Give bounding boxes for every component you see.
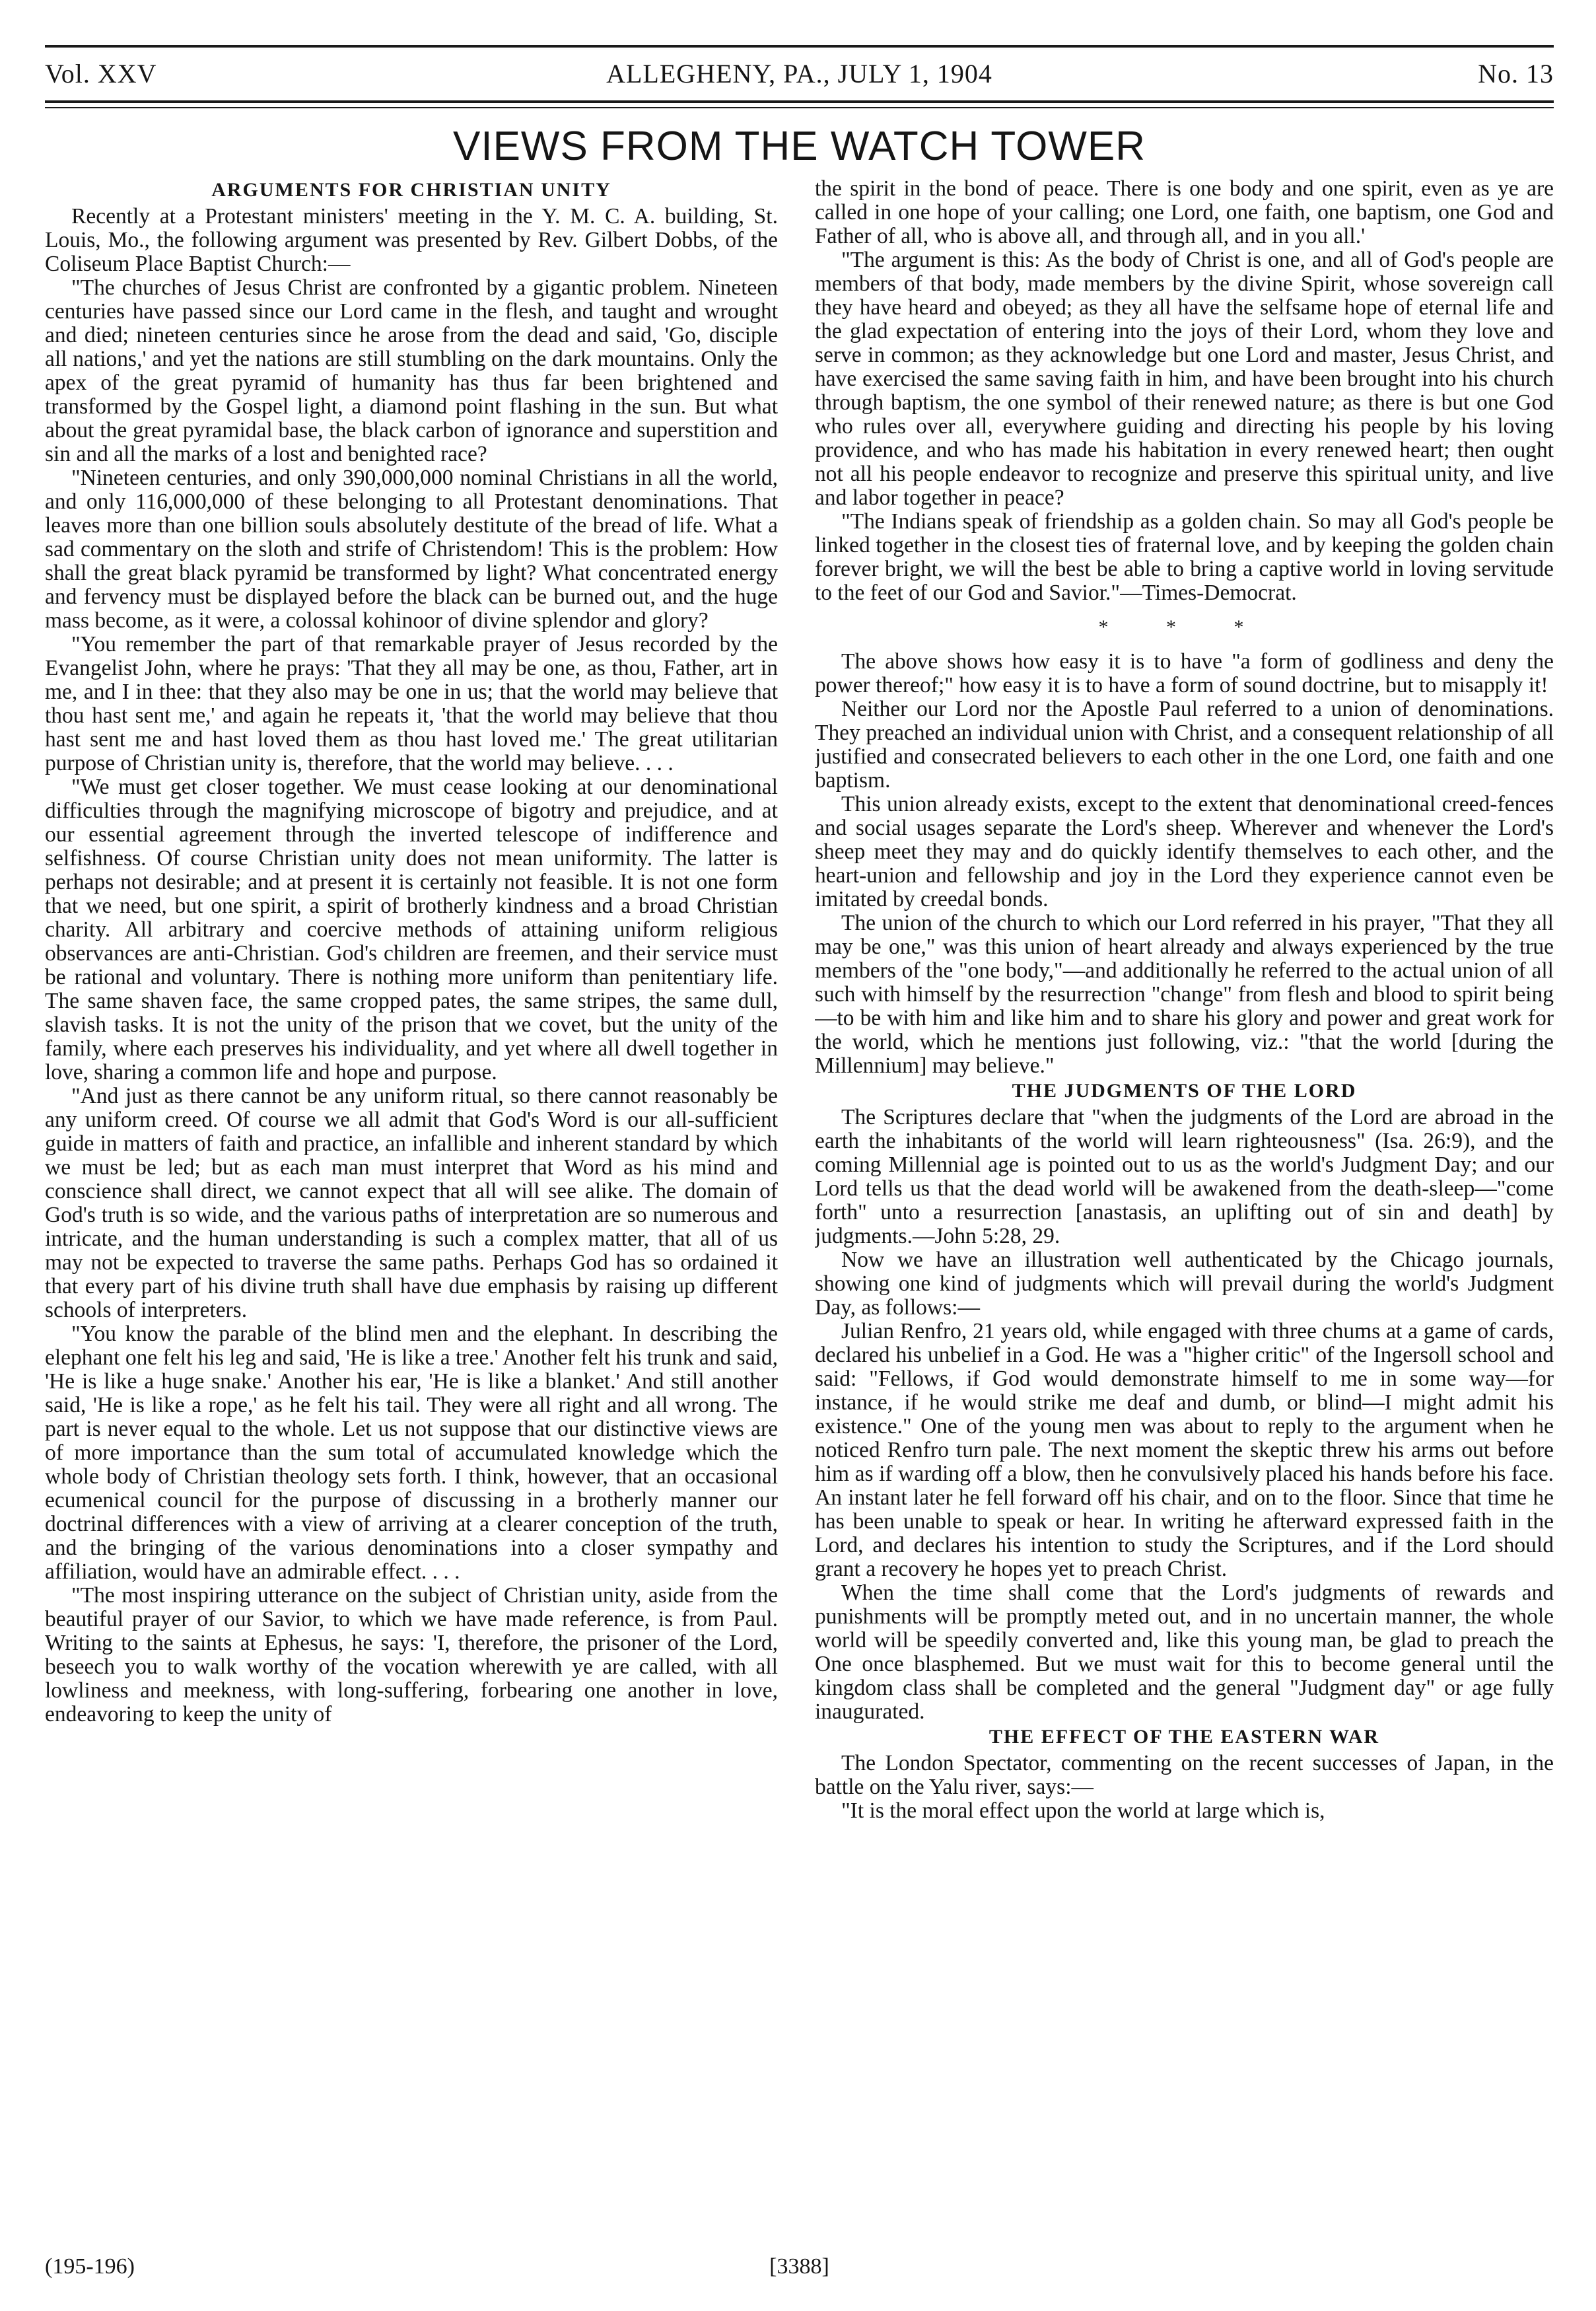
left-column: [45, 177, 778, 2231]
page-title: VIEWS FROM THE WATCH TOWER: [453, 124, 1146, 169]
paragraph: The Scriptures declare that "when the judgments of the Lord are abroad in the earth the inhabitants of the world will learn righteousness" (Isa. 26:9), and the coming Millennial age is pointed out to us as the world's Judgment Day; and our Lord tells us that the dead world will be awakened from the death-sleep—"come forth" unto a resurrection [anastasis, an uplifting out of sin and death] by judgments.—John 5:28, 29.: [815, 1105, 1554, 1248]
masthead-bottom-rule-thin: [45, 107, 1554, 108]
section-heading: THE EFFECT OF THE EASTERN WAR: [989, 1726, 1380, 1748]
paragraph: "We must get closer together. We must cease looking at our denominational difficulties through the magnifying microscope of bigotry and prejudice, and at our essential agreement through the inverted telescope of indifference and selfishness. Of course Christian unity does not mean uniformity. The latter is perhaps not desirable; and at present it is certainly not feasible. It is not one form that we need, but one spirit, a spirit of brotherly kindness and a broad Christian charity. All arbitrary and coercive methods of attaining uniform religious observances are anti-Christian. God's children are freemen, and their service must be rational and voluntary. There is nothing more uniform than penitentiary life. The same shaven face, the same cropped pates, the same stripes, the same dull, slavish tasks. It is not the unity of the prison that we covet, but the unity of the family, where each preserves his individuality, and yet where all dwell together in love, sharing a common life and hope and purpose.: [45, 775, 778, 1084]
page-number: [3388]: [769, 2254, 829, 2279]
section-separator: * * *: [1098, 616, 1270, 638]
paragraph: "The argument is this: As the body of Christ is one, and all of God's people are members of that body, made members by the divine Spirit, whose sovereign call they have heard and obeyed; as they all have the selfsame hope of eternal life and the glad expectation of entering into the joys of their Lord, whom they love and serve in common; as they acknowledge but one Lord and master, Jesus Christ, and have exercised the same saving faith in him, and have been brought into his church through baptism, the one symbol of their renewed nature; as there is but one God who rules over all, everywhere guiding and directing his people by his loving providence, and who has made his habitation in every renewed heart; then ought not all his people endeavor to recognize and preserve this spiritual unity, and live and labor together in peace?: [815, 248, 1554, 510]
paragraph: "Nineteen centuries, and only 390,000,000 nominal Christians in all the world, and only 116,000,000 of these belonging to all Protestant denominations. That leaves more than one billion souls absolutely destitute of the bread of life. What a sad commentary on the sloth and strife of Christendom! This is the problem: How shall the great black pyramid be transformed by light? What concentrated energy and fervency must be displayed before the black can be burned out, and the huge mass become, as it were, a colossal kohinoor of divine splendor and glory?: [45, 466, 778, 633]
paragraph: The above shows how easy it is to have "a form of godliness and deny the power thereof;" how easy it is to have a form of sound doctrine, but to misapply it!: [815, 649, 1554, 697]
paragraph: "It is the moral effect upon the world at large which is,: [841, 1798, 1325, 1823]
section-heading: THE JUDGMENTS OF THE LORD: [1012, 1080, 1357, 1102]
paragraph: The union of the church to which our Lord referred in his prayer, "That they all may be one," was this union of heart already and always experienced by the true members of the "one body,"—and additionally he referred to the actual union of all such with himself by the resurrection "change" from flesh and blood to spirit being—to be with him and like him and to share his glory and power and great work for the world, which he mentions just following, viz.: "that the world [during the Millennium] may believe.": [815, 911, 1554, 1078]
masthead-top-rule: [45, 45, 1554, 48]
paragraph-continuation: the spirit in the bond of peace. There is one body and one spirit, even as ye are called in one hope of your calling; one Lord, one faith, one baptism, one God and Father of all, who is above all, and through all, and in you all.': [815, 177, 1554, 248]
page-range: (195-196): [45, 2254, 135, 2279]
right-column: [815, 177, 1554, 2231]
paragraph: The London Spectator, commenting on the recent successes of Japan, in the battle on the Yalu river, says:—: [815, 1751, 1554, 1799]
paragraph: "The most inspiring utterance on the subject of Christian unity, aside from the beautiful prayer of our Savior, to which we have made reference, is from Paul. Writing to the saints at Ephesus, he says: 'I, therefore, the prisoner of the Lord, beseech you to walk worthy of the vocation wherewith ye are called, with all lowliness and meekness, with long-suffering, forbearing one another in love, endeavoring to keep the unity of: [45, 1583, 778, 1726]
page-footer: [45, 2252, 1554, 2285]
paragraph: "You remember the part of that remarkable prayer of Jesus recorded by the Evangelist John, where he prays: 'That they all may be one, as thou, Father, art in me, and I in thee: that they also may be one in us; that the world may believe that thou hast sent me,' and again he repeats it, 'that the world may believe that thou hast sent me and hast loved them as thou hast loved me.' The great utilitarian purpose of Christian unity is, therefore, that the world may believe. . . .: [45, 632, 778, 775]
section-heading: ARGUMENTS FOR CHRISTIAN UNITY: [211, 179, 611, 201]
paragraph: "The churches of Jesus Christ are confronted by a gigantic problem. Nineteen centuries have passed since our Lord came in the flesh, and taught and wrought and died; nineteen centuries since he arose from the dead and said, 'Go, disciple all nations,' and yet the nations are still stumbling on the dark mountains. Only the apex of the great pyramid of humanity has thus far been brightened and transformed by the Gospel light, a diamond point flashing in the sun. But what about the great pyramidal base, the black carbon of ignorance and superstition and sin and all the marks of a lost and benighted race?: [45, 275, 778, 466]
masthead: [45, 45, 1554, 118]
paragraph: "You know the parable of the blind men and the elephant. In describing the elephant one felt his leg and said, 'He is like a tree.' Another felt his trunk and said, 'He is like a huge snake.' Another his ear, 'He is like a blanket.' And still another said, 'He is like a rope,' as he felt his tail. They were all right and all wrong. The part is never equal to the whole. Let us not suppose that our distinctive views are of more importance than the sum total of accumulated knowledge which the whole body of Christian theology sets forth. I think, however, that an occasional ecumenical council for the purpose of discussing in a brotherly manner our doctrinal differences with a view of arriving at a clearer conception of the truth, and the bringing of the various denominations into a closer sympathy and affiliation, would have an admirable effect. . . .: [45, 1322, 778, 1584]
paragraph: When the time shall come that the Lord's judgments of rewards and punishments will be promptly meted out, and in no uncertain manner, the whole world will be speedily converted and, like this young man, be glad to preach the One once blasphemed. But we must wait for this to become general until the kingdom class shall be completed and the general "Judgment day" or age fully inaugurated.: [815, 1581, 1554, 1724]
paragraph: Now we have an illustration well authenticated by the Chicago journals, showing one kind of judgments which will prevail during the world's Judgment Day, as follows:—: [815, 1248, 1554, 1320]
place-date: ALLEGHENY, PA., JULY 1, 1904: [606, 59, 992, 89]
issue-number: No. 13: [1478, 59, 1554, 89]
paragraph: This union already exists, except to the extent that denominational creed-fences and social usages separate the Lord's sheep. Wherever and whenever the Lord's sheep meet they may and do quickly identify themselves to each other, and the heart-union and fellowship and joy in the Lord they experience cannot even be imitated by creedal bonds.: [815, 792, 1554, 911]
paragraph: "And just as there cannot be any uniform ritual, so there cannot reasonably be any uniform creed. Of course we all admit that God's Word is our all-sufficient guide in matters of faith and practice, an infallible and inherent standard by which we must be led; but as each man must interpret that Word as his mind and conscience shall direct, we cannot expect that all will see alike. The domain of God's truth is so wide, and the various paths of interpretation are so numerous and intricate, and the human understanding is such a complex matter, that all of us may not be expected to traverse the same paths. Perhaps God has so ordained it that every part of his divine truth shall have due emphasis by raising up different schools of interpreters.: [45, 1084, 778, 1322]
paragraph: Julian Renfro, 21 years old, while engaged with three chums at a game of cards, declared his unbelief in a God. He was a "higher critic" of the Ingersoll school and said: "Fellows, if God would demonstrate himself to me in some way—for instance, if he would strike me deaf and dumb, or blind—I might admit his existence." One of the young men was about to reply to the argument when he noticed Renfro turn pale. The next moment the skeptic threw his arms out before him as if warding off a blow, then he convulsively placed his hands before his face. An instant later he fell forward off his chair, and on to the floor. Since that time he has been unable to speak or hear. In writing he afterward expressed faith in the Lord, and declares his intention to study the Scriptures, and if the Lord should grant a recovery he hopes yet to preach Christ.: [815, 1319, 1554, 1581]
paragraph: Recently at a Protestant ministers' meeting in the Y. M. C. A. building, St. Louis, Mo., the following argument was presented by Rev. Gilbert Dobbs, of the Coliseum Place Baptist Church:—: [45, 204, 778, 276]
volume-label: Vol. XXV: [45, 59, 157, 89]
masthead-bottom-rule: [45, 100, 1554, 103]
paragraph: Neither our Lord nor the Apostle Paul referred to a union of denominations. They preached an individual union with Christ, and a consequent relationship of all justified and consecrated believers to each other in the one Lord, one faith and one baptism.: [815, 697, 1554, 793]
paragraph: "The Indians speak of friendship as a golden chain. So may all God's people be linked together in the closest ties of fraternal love, and by keeping the golden chain forever bright, we will the best be able to bring a captive world in loving servitude to the feet of our God and Savior."—Times-Democrat.: [815, 509, 1554, 605]
